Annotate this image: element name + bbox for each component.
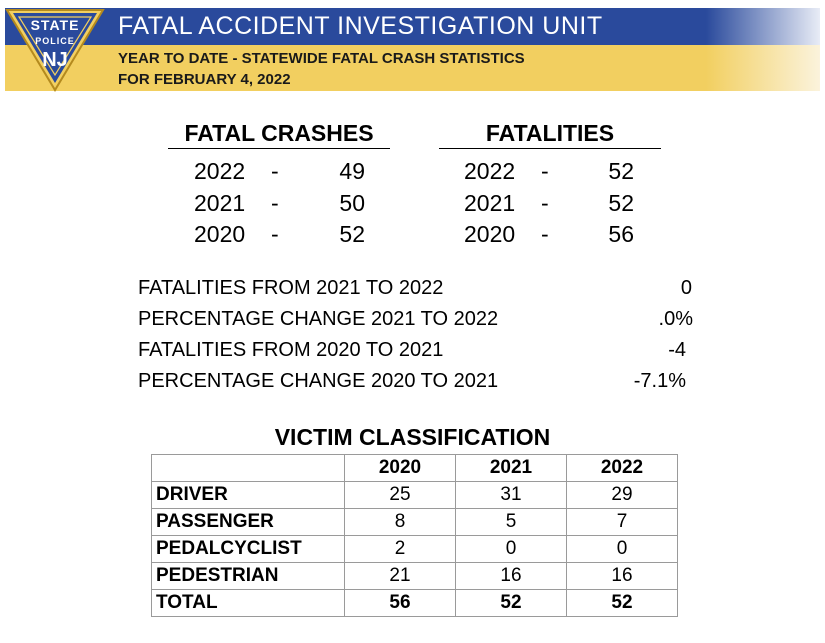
table-cell: 7 [567,509,678,536]
fatal-crashes-title: FATAL CRASHES [184,120,374,146]
svg-text:NJ: NJ [42,49,68,71]
svg-text:STATE: STATE [30,17,80,33]
summary-value: -4 [668,339,686,361]
page-title: FATAL ACCIDENT INVESTIGATION UNIT [118,12,603,40]
table-cell: 2 [345,536,456,563]
table-cell: 52 [456,590,567,617]
table-cell: 21 [345,563,456,590]
row-label: TOTAL [152,590,345,617]
summary-value: -7.1% [633,370,686,392]
fatal-crashes-value: 52 [339,221,365,247]
table-cell: 25 [345,482,456,509]
fatal-crashes-year: 2021 [194,190,246,216]
fatalities-year: 2020 [464,221,516,247]
report-date: FOR FEBRUARY 4, 2022 [118,71,291,88]
table-cell: 31 [456,482,567,509]
column-header: 2022 [567,455,678,482]
table-cell: 0 [456,536,567,563]
summary-label: PERCENTAGE CHANGE 2021 TO 2022 [138,308,499,330]
fatal-crashes-dash: - [271,190,279,216]
table-cell: 16 [567,563,678,590]
summary-label: FATALITIES FROM 2020 TO 2021 [138,339,444,361]
fatal-crashes-dash: - [271,158,279,184]
svg-text:POLICE: POLICE [35,36,75,46]
victim-classification-table [151,454,678,617]
summary-label: FATALITIES FROM 2021 TO 2022 [138,277,444,299]
table-cell: 8 [345,509,456,536]
fatal-crashes-value: 49 [339,158,365,184]
victim-classification-title: VICTIM CLASSIFICATION [274,424,551,450]
summary-label: PERCENTAGE CHANGE 2020 TO 2021 [138,370,499,392]
fatal-crashes-dash: - [271,221,279,247]
fatalities-rule [439,148,661,149]
table-cell: 56 [345,590,456,617]
table-cell: 0 [567,536,678,563]
table-cell: 52 [567,590,678,617]
state-police-badge-logo [5,8,105,92]
row-label: PEDESTRIAN [152,563,345,590]
fatal-crashes-year: 2020 [194,221,246,247]
table-header-row [152,455,678,482]
fatalities-dash: - [541,190,549,216]
table-row [152,563,678,590]
table-cell: 5 [456,509,567,536]
table-corner-cell [152,455,345,482]
page-subtitle: YEAR TO DATE - STATEWIDE FATAL CRASH STATISTICS [118,50,525,67]
table-cell: 16 [456,563,567,590]
summary-value: .0% [658,308,693,330]
table-cell: 29 [567,482,678,509]
fatalities-value: 52 [608,190,634,216]
table-row [152,509,678,536]
fatalities-year: 2021 [464,190,516,216]
fatalities-value: 52 [608,158,634,184]
row-label: DRIVER [152,482,345,509]
row-label: PASSENGER [152,509,345,536]
fatalities-title: FATALITIES [485,120,615,146]
fatalities-value: 56 [608,221,634,247]
fatalities-dash: - [541,158,549,184]
fatalities-dash: - [541,221,549,247]
fatal-crashes-rule [168,148,390,149]
column-header: 2021 [456,455,567,482]
fatal-crashes-value: 50 [339,190,365,216]
summary-value: 0 [680,277,692,299]
column-header: 2020 [345,455,456,482]
fatal-crashes-year: 2022 [194,158,246,184]
row-label: PEDALCYCLIST [152,536,345,563]
table-total-row [152,590,678,617]
table-row [152,536,678,563]
fatalities-year: 2022 [464,158,516,184]
table-row [152,482,678,509]
